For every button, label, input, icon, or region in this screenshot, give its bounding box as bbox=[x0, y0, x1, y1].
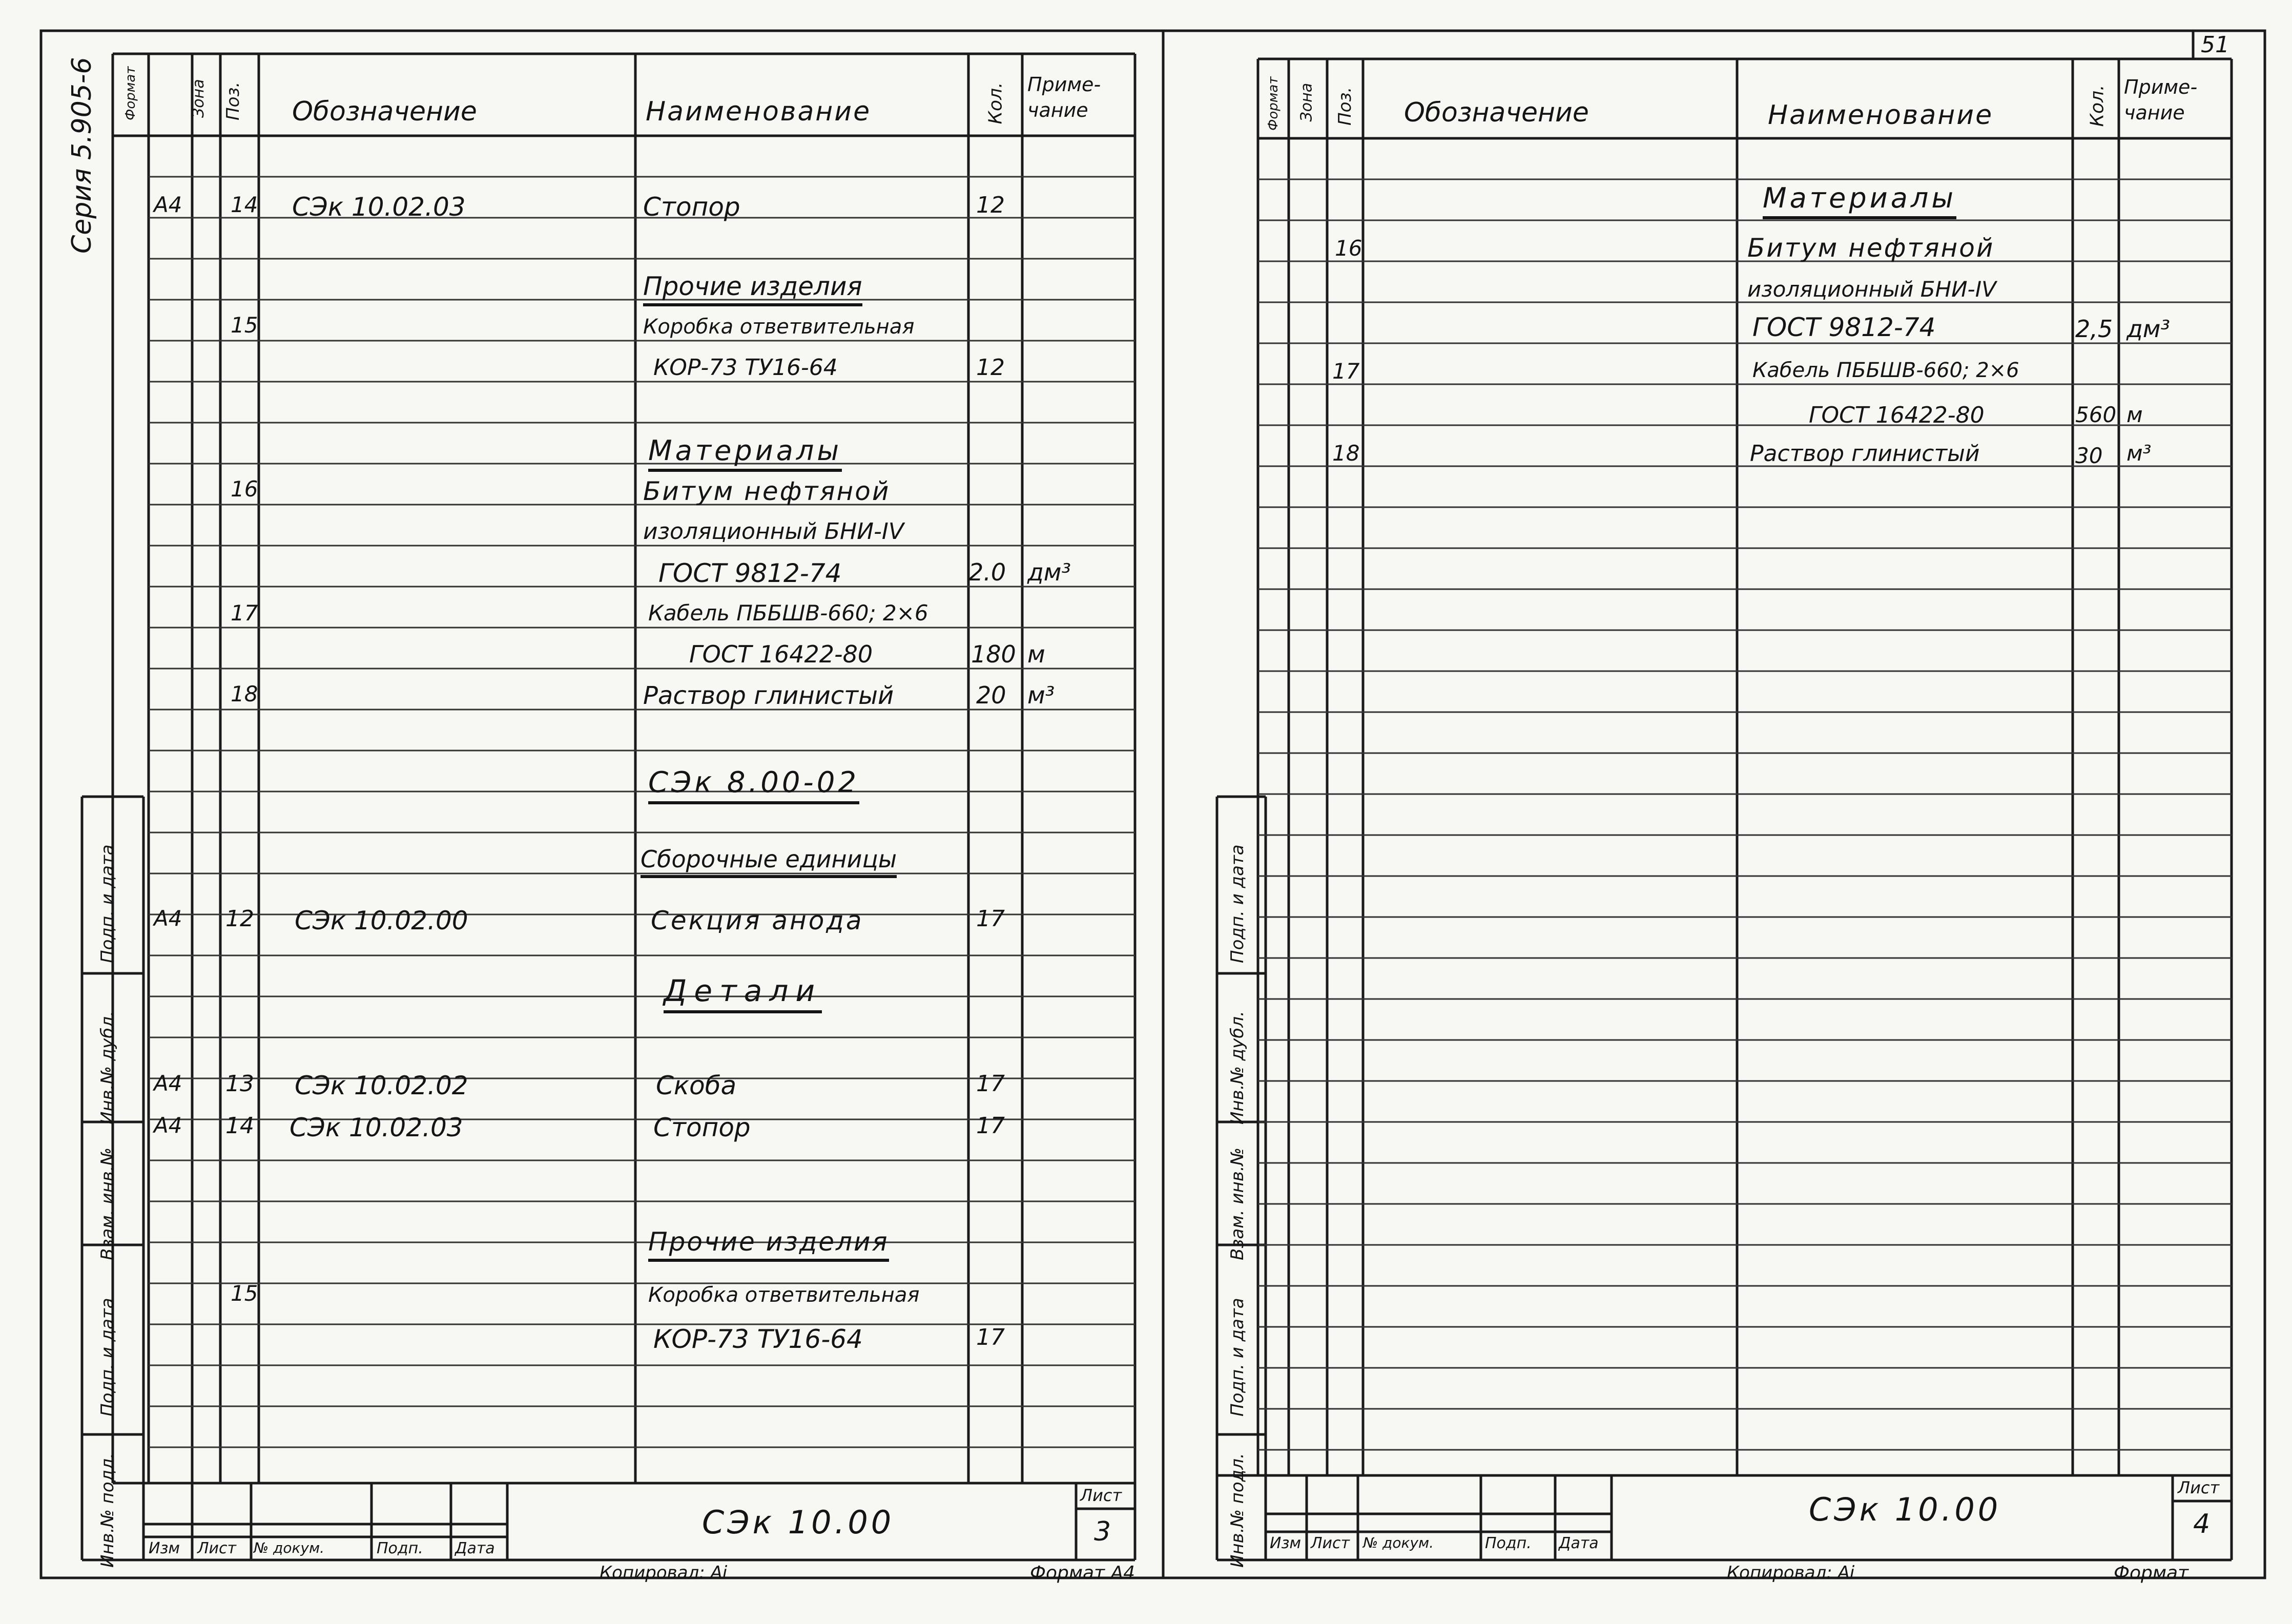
row-qty: 2.0 bbox=[968, 558, 1006, 586]
row-qty: 17 bbox=[976, 1071, 1005, 1097]
row-qty: 12 bbox=[976, 355, 1005, 381]
section-heading: Прочие изделия bbox=[643, 272, 862, 306]
stamp-dup-inv: Инв.№ дубл. bbox=[97, 1011, 118, 1125]
stamp-dup-inv: Инв.№ дубл. bbox=[1227, 1011, 1248, 1125]
tb-sheet-label: Лист bbox=[2178, 1478, 2220, 1497]
row-pos: 16 bbox=[231, 476, 258, 502]
row-qty: 560 bbox=[2075, 402, 2117, 427]
row-qty: 17 bbox=[976, 1113, 1005, 1139]
tb-designation: СЭк 10.00 bbox=[1809, 1491, 2001, 1528]
stamp-replace-inv: Взам. инв.№ bbox=[1227, 1147, 1248, 1260]
header-name: Наименование bbox=[1768, 100, 1994, 131]
row-pos: 18 bbox=[231, 681, 258, 706]
header-pos: Поз. bbox=[1335, 87, 1355, 126]
stamp-replace-inv: Взам. инв.№ bbox=[97, 1147, 118, 1260]
row-pos: 17 bbox=[231, 600, 258, 626]
tb-col-change: Изм bbox=[1270, 1534, 1302, 1552]
row-qty: 180 bbox=[971, 640, 1016, 668]
row-qty: 12 bbox=[976, 192, 1005, 218]
row-name: Битум нефтяной bbox=[1747, 233, 1995, 263]
row-note: м³ bbox=[2126, 441, 2152, 466]
stamp-inv-orig: Инв.№ подл. bbox=[1227, 1453, 1248, 1568]
row-name: ГОСТ 9812-74 bbox=[1752, 313, 1936, 342]
tb-sheet-number: 4 bbox=[2193, 1509, 2211, 1539]
row-qty: 30 bbox=[2075, 443, 2103, 468]
row-name: Коробка ответвительная bbox=[648, 1283, 920, 1307]
row-pos: 13 bbox=[225, 1071, 254, 1097]
stamp-sign-date: Подп. и дата bbox=[1227, 1298, 1248, 1417]
footer-copied: Копировал: Ai bbox=[600, 1563, 728, 1583]
tb-sheet-label: Лист bbox=[1080, 1486, 1122, 1505]
row-format: А4 bbox=[154, 1071, 182, 1096]
row-pos: 18 bbox=[1332, 441, 1360, 466]
row-qty: 17 bbox=[976, 1324, 1005, 1350]
row-name: изоляционный БНИ-IV bbox=[643, 518, 904, 545]
tb-designation: СЭк 10.00 bbox=[702, 1504, 895, 1541]
row-name: Стопор bbox=[653, 1113, 751, 1142]
row-note: м bbox=[1027, 640, 1045, 668]
row-name: ГОСТ 16422-80 bbox=[689, 640, 873, 668]
footer-format: Формат А4 bbox=[1030, 1563, 1135, 1584]
header-format: Формат bbox=[123, 66, 138, 120]
section-heading: СЭк 8.00-02 bbox=[648, 766, 859, 804]
tb-col-date: Дата bbox=[455, 1539, 495, 1557]
header-format: Формат bbox=[1266, 76, 1281, 131]
section-heading: Сборочные единицы bbox=[641, 845, 897, 878]
header-zone: Зона bbox=[1297, 82, 1316, 122]
tb-col-sign: Подп. bbox=[1485, 1534, 1532, 1552]
series-label: Серия 5.905-6 bbox=[67, 57, 97, 254]
row-name: Раствор глинистый bbox=[643, 681, 894, 710]
row-name: Коробка ответвительная bbox=[643, 315, 915, 339]
row-pos: 14 bbox=[225, 1113, 254, 1139]
row-pos: 15 bbox=[231, 313, 258, 338]
row-format: А4 bbox=[154, 192, 182, 217]
row-designation: СЭк 10.02.03 bbox=[292, 192, 466, 222]
row-pos: 12 bbox=[225, 906, 254, 932]
row-qty: 20 bbox=[976, 681, 1006, 709]
row-pos: 15 bbox=[231, 1281, 258, 1306]
row-note: м bbox=[2126, 402, 2143, 427]
tb-col-sheet: Лист bbox=[1311, 1534, 1350, 1552]
row-designation: СЭк 10.02.02 bbox=[295, 1071, 468, 1100]
row-name: ГОСТ 9812-74 bbox=[658, 558, 842, 588]
tb-col-date: Дата bbox=[1559, 1534, 1599, 1552]
row-name: Кабель ПББШВ-660; 2×6 bbox=[1752, 359, 2019, 382]
row-pos: 17 bbox=[1332, 359, 1360, 384]
header-qty: Кол. bbox=[2087, 85, 2108, 127]
row-note: м³ bbox=[1027, 681, 1055, 709]
row-name: ГОСТ 16422-80 bbox=[1809, 402, 1985, 428]
row-name: КОР-73 ТУ16-64 bbox=[653, 1324, 863, 1354]
header-note: Приме- чание bbox=[1027, 73, 1101, 121]
row-name: Раствор глинистый bbox=[1750, 441, 1980, 467]
header-zone: Зона bbox=[190, 79, 208, 118]
section-heading: Детали bbox=[664, 973, 822, 1013]
header-designation: Обозначение bbox=[1404, 97, 1589, 128]
stamp-sign-date-2: Подп. и дата bbox=[1227, 844, 1248, 963]
stamp-sign-date: Подп. и дата bbox=[97, 1298, 118, 1417]
section-heading: Материалы bbox=[1763, 182, 1956, 219]
stamp-sign-date-2: Подп. и дата bbox=[97, 844, 118, 963]
header-note: Приме- чание bbox=[2124, 76, 2198, 124]
tb-col-sign: Подп. bbox=[377, 1539, 423, 1557]
row-qty: 2,5 bbox=[2075, 315, 2113, 343]
row-name: Кабель ПББШВ-660; 2×6 bbox=[648, 600, 928, 626]
tb-col-doc: № докум. bbox=[1363, 1534, 1434, 1551]
section-heading: Материалы bbox=[648, 434, 842, 472]
footer-copied: Копировал: Ai bbox=[1727, 1563, 1855, 1583]
header-name: Наименование bbox=[646, 96, 872, 127]
sheet-number: 51 bbox=[2201, 32, 2229, 58]
footer-format: Формат bbox=[2114, 1563, 2189, 1584]
row-designation: СЭк 10.02.00 bbox=[295, 906, 468, 935]
row-qty: 17 bbox=[976, 906, 1005, 932]
row-name: КОР-73 ТУ16-64 bbox=[653, 355, 838, 381]
row-designation: СЭк 10.02.03 bbox=[290, 1113, 463, 1142]
tb-col-change: Изм bbox=[149, 1539, 180, 1557]
row-name: изоляционный БНИ-IV bbox=[1747, 277, 1996, 302]
row-pos: 14 bbox=[231, 192, 258, 217]
header-qty: Кол. bbox=[985, 82, 1006, 124]
tb-sheet-number: 3 bbox=[1094, 1516, 1111, 1547]
row-format: А4 bbox=[154, 1113, 182, 1138]
tb-col-doc: № докум. bbox=[254, 1539, 325, 1556]
row-name: Секция анода bbox=[651, 906, 864, 935]
row-pos: 16 bbox=[1335, 236, 1362, 261]
header-pos: Поз. bbox=[223, 81, 243, 120]
tb-col-sheet: Лист bbox=[197, 1539, 237, 1557]
row-name: Скоба bbox=[656, 1071, 737, 1100]
header-designation: Обозначение bbox=[292, 96, 477, 127]
section-heading: Прочие изделия bbox=[648, 1227, 889, 1262]
row-format: А4 bbox=[154, 906, 182, 931]
row-name: Стопор bbox=[643, 192, 740, 222]
row-note: дм³ bbox=[2126, 315, 2170, 343]
stamp-inv-orig: Инв.№ подл. bbox=[97, 1453, 118, 1568]
row-name: Битум нефтяной bbox=[643, 476, 891, 506]
row-note: дм³ bbox=[1027, 558, 1071, 586]
